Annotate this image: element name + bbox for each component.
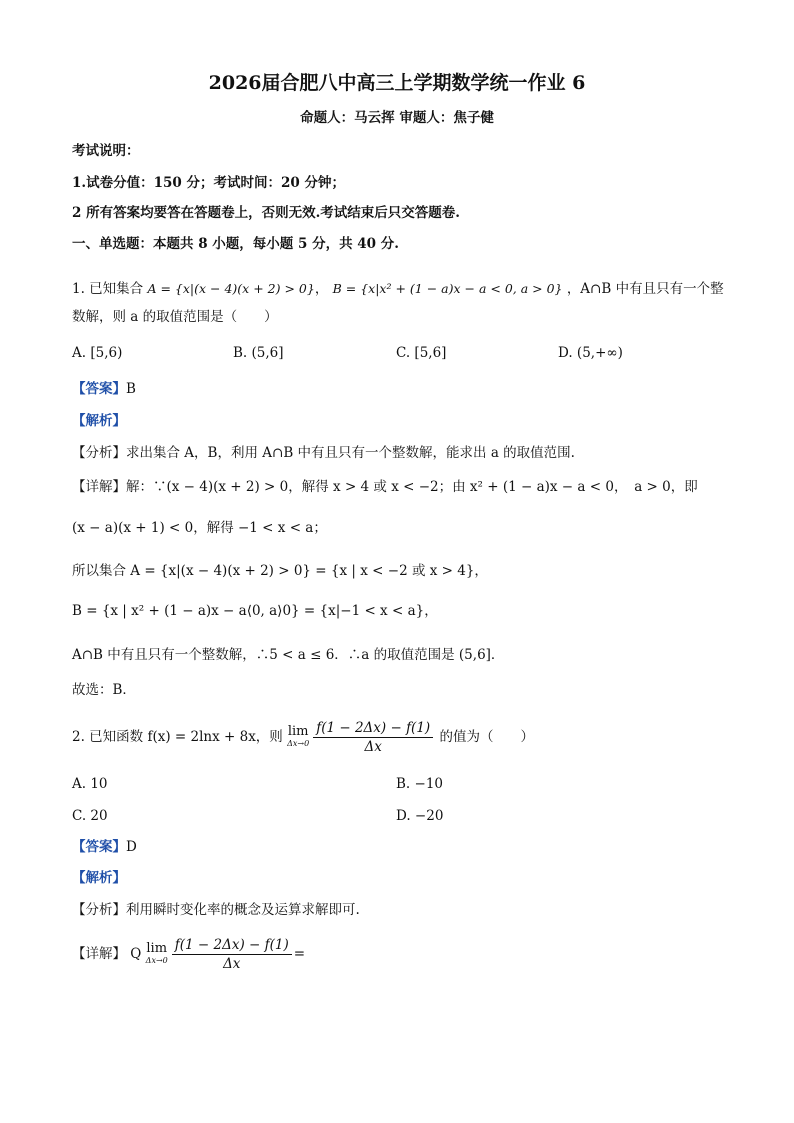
q2-detail-fraction (172, 936, 292, 973)
q2-fenxi (72, 900, 360, 920)
q2-answer-value: D (126, 839, 137, 855)
q1-set-a: A = {x|(x − 4)(x + 2) > 0} (147, 281, 315, 296)
instruction-item-1: 1.试卷分值：150 分；考试时间：20 分钟； (72, 175, 345, 191)
q2-fraction-denominator: Δx (364, 739, 382, 755)
q1-answer (72, 379, 136, 399)
q2-detail-post: = (293, 946, 306, 962)
q2-detail-limit-label: lim (146, 940, 168, 956)
q2-answer-tag: 【答案】 (72, 839, 126, 855)
q2-analysis-heading (72, 868, 126, 888)
section-heading: 一、单选题：本题共 8 小题，每小题 5 分，共 40 分. (72, 236, 399, 252)
q2-stem-post: 的值为（ ） (439, 729, 534, 745)
q2-detail (72, 935, 305, 973)
q1-fenxi-text: 求出集合 A，B，利用 A∩B 中有且只有一个整数解，能求出 a 的取值范围. (126, 445, 575, 461)
q1-option-b: B. (5,6] (233, 345, 284, 361)
q2-analysis-tag: 【解析】 (72, 870, 126, 886)
q1-fenxi (72, 443, 575, 463)
q1-option-c: C. [5,6] (396, 345, 447, 361)
q2-detail-limit (145, 940, 168, 967)
q2-detail-limit-sub: Δx→0 (145, 955, 168, 965)
q2-option-d: D. −20 (396, 808, 444, 824)
q1-conclusion: 故选：B． (72, 682, 136, 698)
q1-stem-post: ，A∩B 中有且只有一个整 (566, 281, 724, 297)
question-1-stem: 1. 已知集合 A = {x|(x − 4)(x + 2) > 0}， B = {x|x² + (1 − a)x − a < 0, a > 0} ，A∩B 中有且只有一个整 (72, 281, 724, 297)
q2-limit-sub: Δx→0 (287, 738, 310, 748)
q1-option-a: A. [5,6) (72, 345, 123, 361)
q2-stem-pre: 2. 已知函数 f(x) = 2lnx + 8x，则 (72, 729, 283, 745)
q2-limit-label: lim (287, 723, 309, 739)
q2-fraction-numerator: f(1 − 2Δx) − f(1) (313, 719, 433, 738)
q2-detail-fraction-denominator: Δx (223, 956, 241, 972)
q1-analysis-heading (72, 411, 126, 431)
q1-detail-1 (72, 477, 698, 497)
q2-option-c: C. 20 (72, 808, 108, 824)
q1-fenxi-tag: 【分析】 (72, 445, 126, 461)
q2-fraction (313, 719, 433, 756)
q1-detail-1-text: 解：∵(x − 4)(x + 2) > 0，解得 x > 4 或 x < −2；由 x² + (1 − a)x − a < 0， a > 0，即 (126, 479, 698, 495)
q2-detail-fraction-numerator: f(1 − 2Δx) − f(1) (172, 936, 292, 955)
q1-answer-tag: 【答案】 (72, 381, 126, 397)
q2-option-a: A. 10 (72, 776, 108, 792)
instructions-heading: 考试说明： (72, 143, 140, 159)
q1-analysis-tag: 【解析】 (72, 413, 126, 429)
q1-stem-pre: 1. 已知集合 (72, 281, 144, 297)
q1-detail-3: 所以集合 A = {x|(x − 4)(x + 2) > 0} = {x | x < −2 或 x > 4}， (72, 563, 488, 579)
q2-limit (287, 723, 310, 750)
q2-option-b: B. −10 (396, 776, 443, 792)
q2-detail-tag: 【详解】 (72, 946, 126, 962)
question-1-stem-line2: 数解，则 a 的取值范围是（ ） (72, 309, 278, 325)
instruction-item-2: 2 所有答案均要答在答题卷上，否则无效.考试结束后只交答题卷. (72, 205, 460, 221)
q1-detail-5: A∩B 中有且只有一个整数解，∴5 < a ≤ 6．∴a 的取值范围是 (5,6]． (72, 647, 505, 663)
q2-fenxi-tag: 【分析】 (72, 902, 126, 918)
q1-set-b: B = {x|x² + (1 − a)x − a < 0, a > 0} (332, 281, 563, 296)
q1-option-d: D. (5,+∞) (558, 345, 623, 361)
q2-detail-pre: Q (130, 946, 142, 962)
q2-fenxi-text: 利用瞬时变化率的概念及运算求解即可. (126, 902, 360, 918)
page-title: 2026届合肥八中高三上学期数学统一作业 6 (208, 72, 586, 94)
author-line: 命题人：马云挥 审题人：焦子健 (300, 110, 494, 126)
q1-detail-tag: 【详解】 (72, 479, 126, 495)
q1-detail-4: B = {x | x² + (1 − a)x − a⟨0, a⟩0} = {x|−1 < x < a}， (72, 603, 438, 619)
q1-answer-value: B (126, 381, 136, 397)
question-2-stem (72, 718, 534, 756)
q2-answer (72, 837, 137, 857)
q1-detail-2: (x − a)(x + 1) < 0，解得 −1 < x < a； (72, 520, 327, 536)
